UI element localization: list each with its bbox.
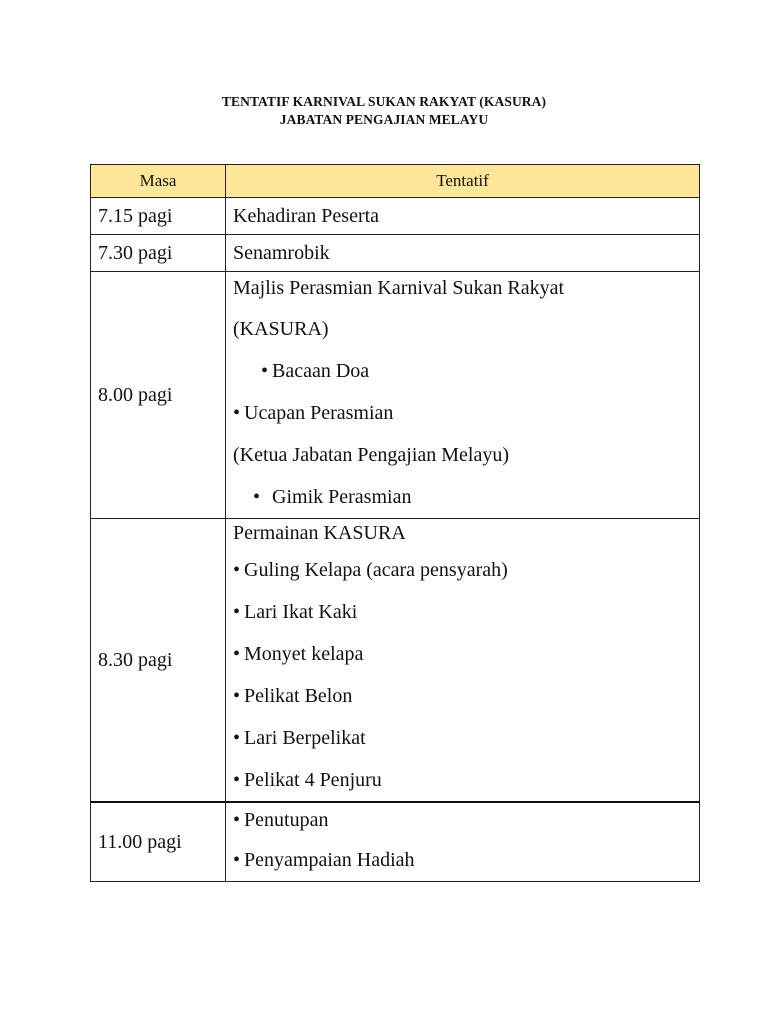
bullet-line <box>233 675 699 717</box>
bullet-icon: • <box>261 360 269 382</box>
row-item: Kehadiran Peserta <box>226 198 700 235</box>
bullet-text: Penutupan <box>244 809 329 831</box>
bullet-text: Penyampaian Hadiah <box>244 849 415 871</box>
bullet-line <box>233 591 699 633</box>
row-time: 7.30 pagi <box>91 235 226 272</box>
bullet-text: Lari Ikat Kaki <box>244 601 358 623</box>
bullet-icon: • <box>253 486 261 508</box>
bullet-text: Lari Berpelikat <box>244 727 366 749</box>
bullet-icon: • <box>233 559 241 581</box>
row-item <box>226 802 700 882</box>
header-tentatif: Tentatif <box>226 165 700 198</box>
title-line-1: TENTATIF KARNIVAL SUKAN RAKYAT (KASURA) <box>221 94 547 109</box>
bullet-line <box>233 803 699 839</box>
row-item: Senamrobik <box>226 235 700 272</box>
table-row <box>91 802 700 882</box>
bullet-icon: • <box>233 849 241 871</box>
bullet-text: Ucapan Perasmian <box>244 402 394 424</box>
bullet-text: Pelikat 4 Penjuru <box>244 769 382 791</box>
bullet-icon: • <box>233 809 241 831</box>
table-row <box>91 235 700 272</box>
row-item <box>226 519 700 803</box>
header-time: Masa <box>91 165 226 198</box>
bullet-icon: • <box>233 727 241 749</box>
document-title <box>0 93 768 129</box>
bullet-line <box>233 839 699 881</box>
bullet-icon: • <box>233 769 241 791</box>
bullet-text: Monyet kelapa <box>244 643 364 665</box>
bullet-icon: • <box>233 601 241 623</box>
row-time: 7.15 pagi <box>91 198 226 235</box>
row-time: 8.00 pagi <box>91 272 226 519</box>
bullet-line <box>233 759 699 801</box>
bullet-text: Gimik Perasmian <box>272 486 412 508</box>
bullet-line <box>233 476 699 518</box>
table-row <box>91 519 700 803</box>
bullet-text: Guling Kelapa (acara pensyarah) <box>244 559 508 581</box>
item-line: (Ketua Jabatan Pengajian Melayu) <box>233 444 510 466</box>
item-line: (KASURA) <box>233 318 329 340</box>
bullet-icon: • <box>233 402 241 424</box>
bullet-line <box>233 633 699 675</box>
bullet-text: Bacaan Doa <box>272 360 370 382</box>
schedule-table <box>90 164 700 882</box>
title-line-2: JABATAN PENGAJIAN MELAYU <box>279 112 489 127</box>
bullet-line <box>233 350 699 392</box>
row-item <box>226 272 700 519</box>
row-time: 8.30 pagi <box>91 519 226 803</box>
item-line: Majlis Perasmian Karnival Sukan Rakyat <box>233 277 565 299</box>
item-line: Permainan KASURA <box>233 522 406 544</box>
bullet-line <box>233 717 699 759</box>
bullet-icon: • <box>233 685 241 707</box>
bullet-line <box>233 392 699 434</box>
bullet-line <box>233 549 699 591</box>
bullet-icon: • <box>233 643 241 665</box>
table-row <box>91 272 700 519</box>
bullet-text: Pelikat Belon <box>244 685 353 707</box>
table-header-row <box>91 165 700 198</box>
table-row <box>91 198 700 235</box>
row-time: 11.00 pagi <box>91 802 226 882</box>
